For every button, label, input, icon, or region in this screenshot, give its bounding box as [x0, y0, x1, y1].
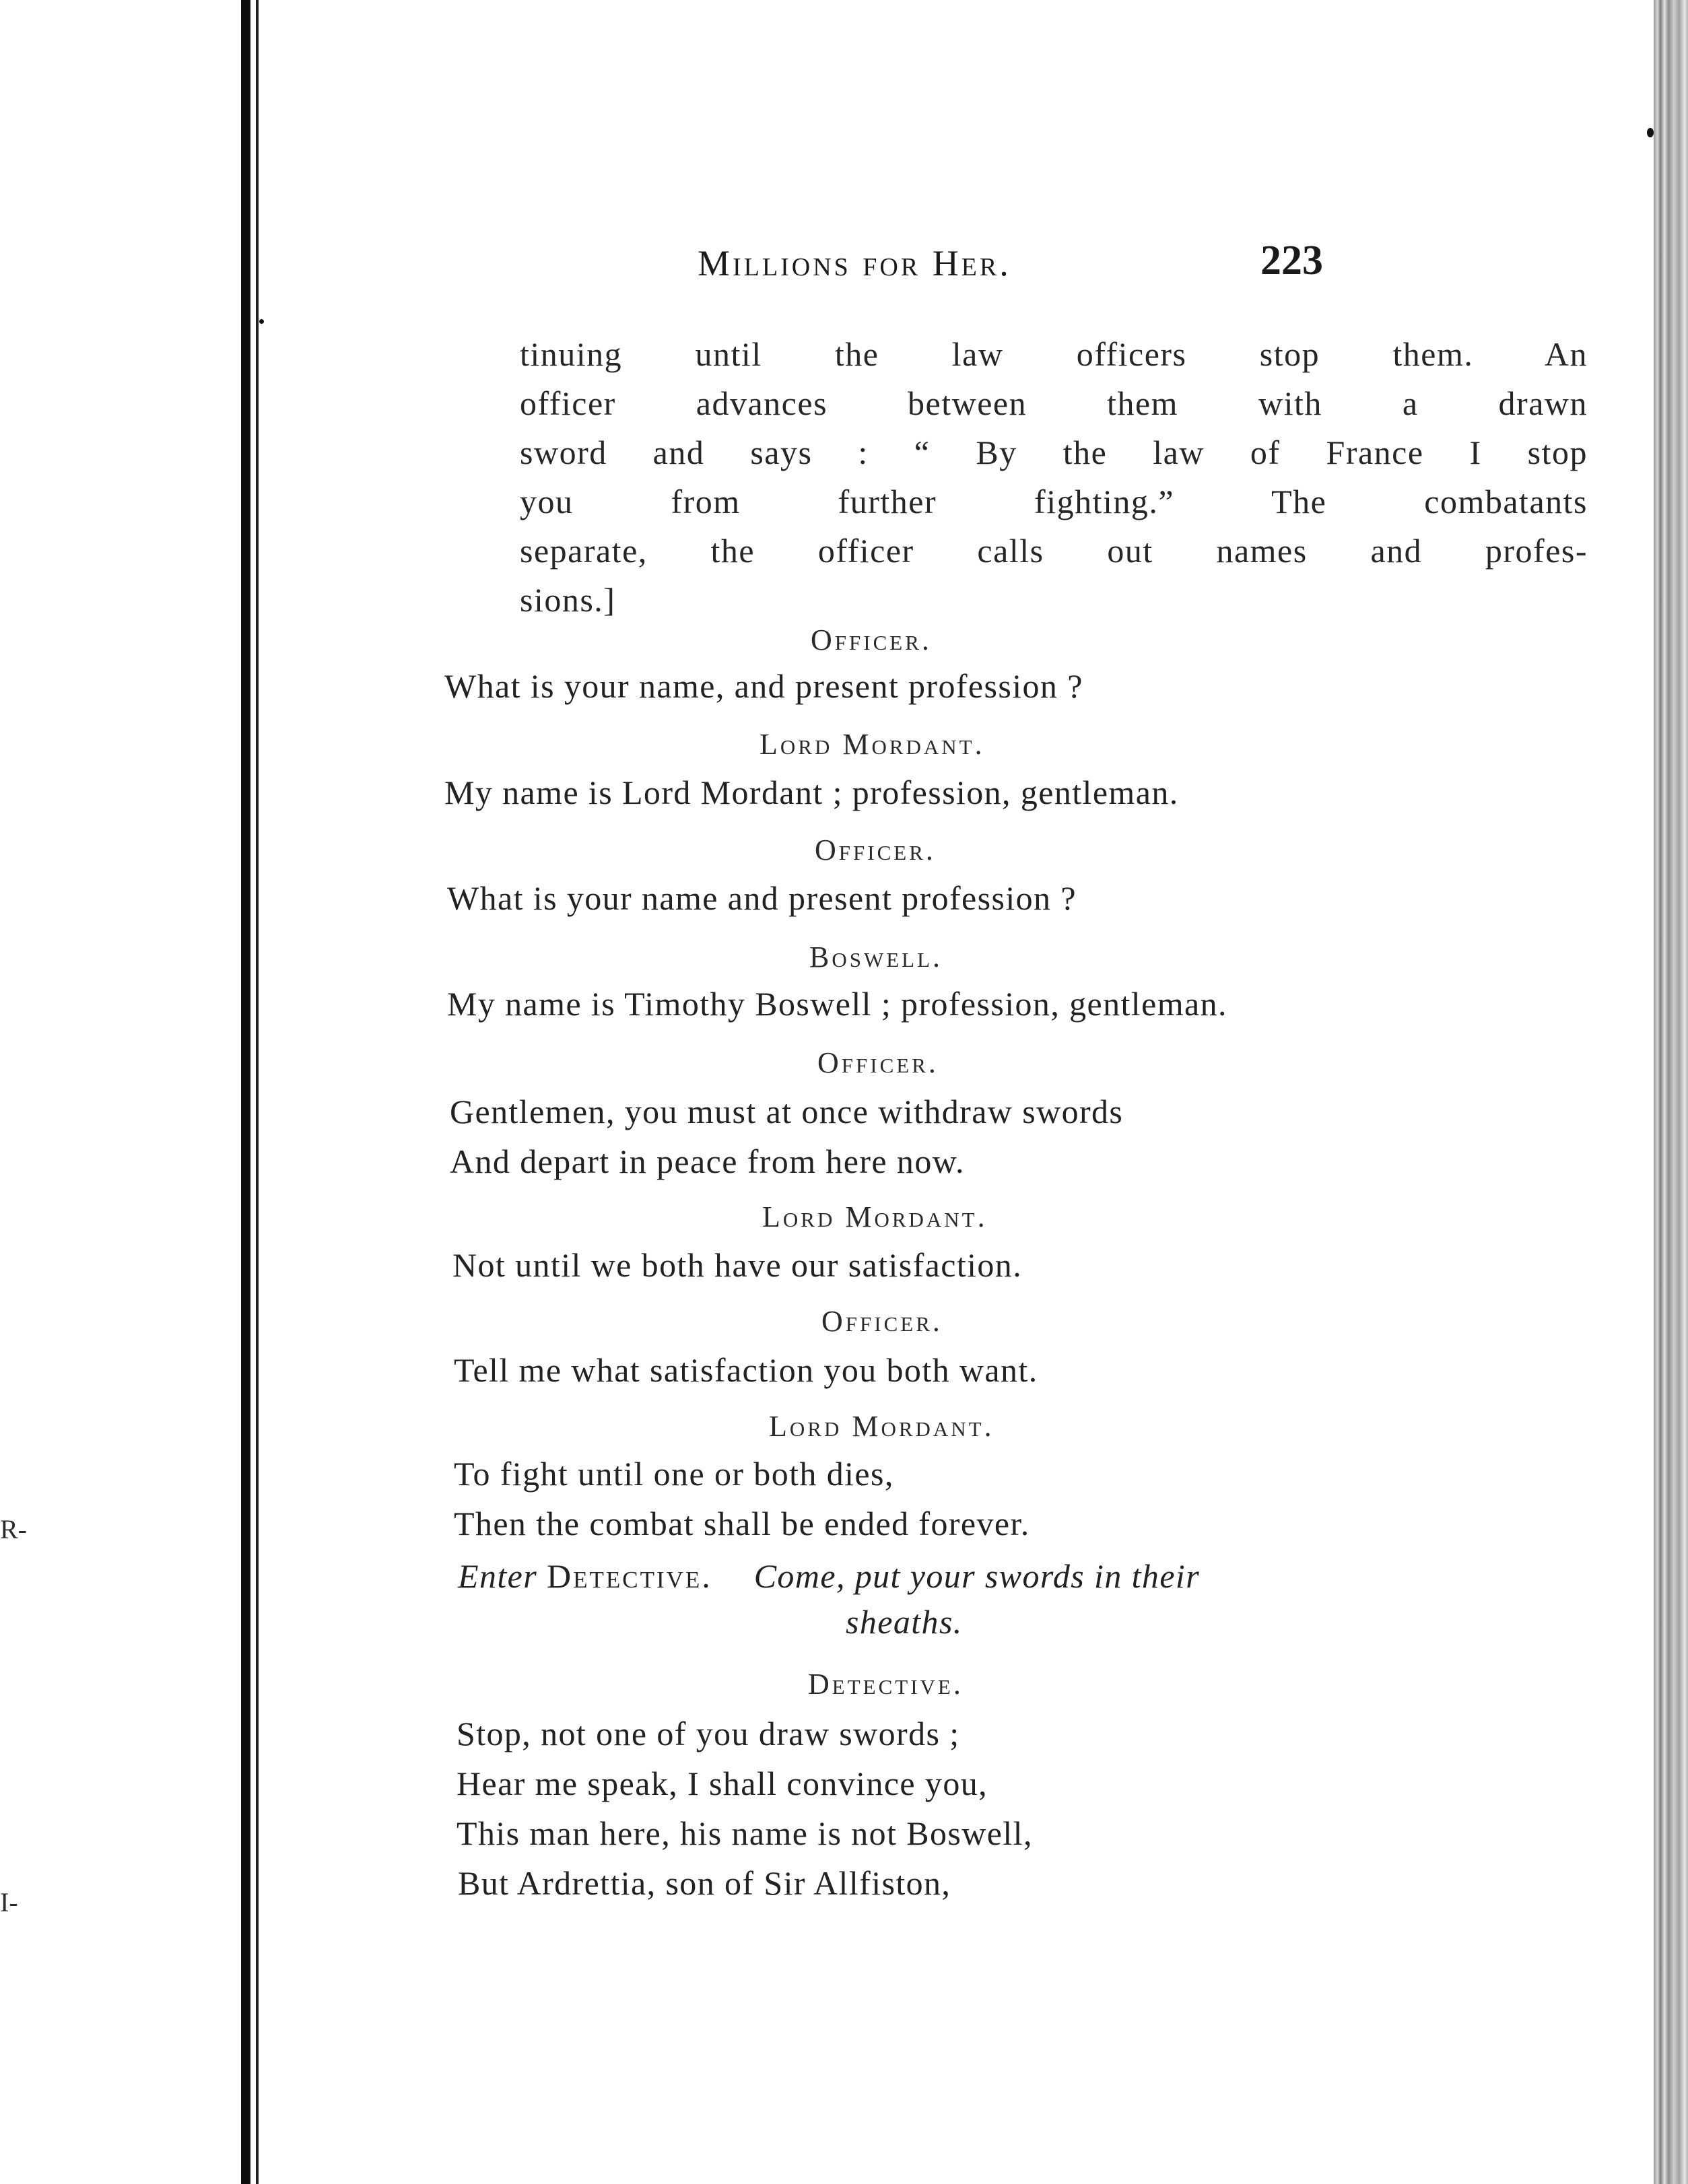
speaker-name: Lord Mordant. — [762, 1200, 988, 1233]
entry-direction — [458, 1557, 1200, 1596]
speaker-name: Lord Mordant. — [759, 728, 985, 761]
speaker-name: Detective. — [808, 1668, 964, 1701]
dialogue-line: What is your name, and present profession ? — [444, 667, 1083, 705]
left-page-fragment: I- — [0, 1887, 18, 1917]
book-page — [259, 0, 1654, 2184]
speaker-name: Officer. — [817, 1046, 939, 1079]
dialogue-line: And depart in peace from here now. — [450, 1142, 965, 1180]
entry-direction-continued — [846, 1602, 963, 1641]
dialogue-line: Tell me what satisfaction you both want. — [454, 1351, 1038, 1389]
dialogue-line: But Ardrettia, son of Sir Allfiston, — [458, 1864, 951, 1902]
dialogue-line: My name is Timothy Boswell ; profession, gentleman. — [447, 985, 1227, 1023]
dialogue-line: What is your name and present profession ? — [447, 879, 1077, 917]
entry-direction-text: Come, put your swords in their — [753, 1557, 1201, 1595]
stage-direction-line: tinuing until the law officers stop them. An — [520, 335, 1588, 373]
dialogue-line: Gentlemen, you must at once withdraw swords — [450, 1093, 1124, 1130]
dialogue-line: Stop, not one of you draw swords ; — [457, 1715, 960, 1752]
stage-direction-line: sword and says : “ By the law of France I stop — [520, 434, 1588, 471]
stage-direction-line: sions.] — [520, 581, 616, 619]
dialogue-line: Hear me speak, I shall convince you, — [457, 1765, 988, 1802]
speaker-name: Officer. — [811, 623, 932, 656]
page-number: 223 — [1260, 238, 1323, 283]
speaker-name: Officer. — [821, 1305, 943, 1338]
entry-character: Detective. — [547, 1557, 712, 1595]
stage-direction-line: separate, the officer calls out names and profes- — [520, 532, 1588, 570]
page-edge-stack — [1654, 0, 1688, 2184]
dialogue-line: Not until we both have our satisfaction. — [452, 1246, 1023, 1284]
left-page-fragment: R- — [0, 1514, 27, 1544]
stage-direction-line: officer advances between them with a drawn — [520, 384, 1588, 422]
entry-enter-word: Enter — [458, 1557, 538, 1595]
running-title: Millions for Her. — [698, 243, 1011, 283]
stage-direction — [520, 330, 1588, 625]
speaker-name: Boswell. — [809, 941, 943, 974]
dialogue-line: To fight until one or both dies, — [454, 1455, 894, 1493]
dialogue-line: My name is Lord Mordant ; profession, gentleman. — [444, 774, 1179, 811]
speaker-name: Officer. — [815, 833, 936, 866]
left-facing-page — [0, 0, 236, 2184]
speaker-name: Lord Mordant. — [769, 1410, 994, 1443]
gutter-shadow — [241, 0, 250, 2184]
dialogue-line: This man here, his name is not Boswell, — [457, 1814, 1033, 1852]
entry-direction-text: sheaths. — [846, 1603, 963, 1641]
dialogue-line: Then the combat shall be ended forever. — [454, 1505, 1030, 1542]
stage-direction-line: you from further fighting.” The combatants — [520, 483, 1588, 520]
